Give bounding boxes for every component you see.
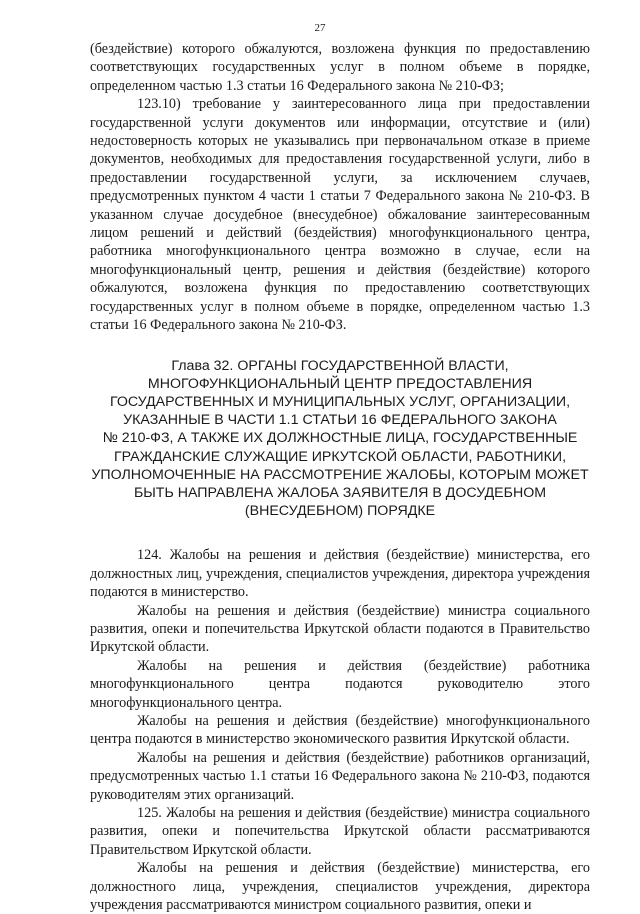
paragraph-item-123-10: 123.10) требование у заинтересованного лица при предоставлении государственной услуги документов или информации, отсутствие и (или) недостоверность которых не указывались при первоначальном отказе в приеме документов, необходимых для предоставления государственной услуги, либо в предоставлении государственной услуги, за исключением случаев, предусмотренных пунктом 4 части 1 статьи 7 Федерального закона № 210-ФЗ. В указанном случае досудебное (внесудебное) обжалование заинтересованным лицом решений и действий (бездействия) многофункционального центра, работника многофункционального центра возможно в случае, если на многофункциональный центр, решения и действия (бездействие) которого обжалуются, возложена функция по предоставлению соответствующих государственных услуг в полном объеме в порядке, определенном частью 1.3 статьи 16 Федерального закона № 210-ФЗ.: [90, 96, 590, 334]
paragraph: Жалобы на решения и действия (бездействие) министерства, его должностного лица, учреждения, специалистов учреждения, директора учреждения рассматриваются министром социального развития, опеки и: [90, 860, 590, 914]
heading-line: УКАЗАННЫЕ В ЧАСТИ 1.1 СТАТЬИ 16 ФЕДЕРАЛЬНОГО ЗАКОНА: [123, 412, 557, 429]
paragraph-continuation: (бездействие) которого обжалуются, возложена функция по предоставлению соответствующих государственных услуг в полном объеме в порядке, определенном частью 1.3 статьи 16 Федерального закона № 210-ФЗ;: [90, 41, 590, 94]
paragraph: Жалобы на решения и действия (бездействие) работника многофункционального центра подаются руководителю этого многофункционального центра.: [90, 657, 590, 711]
document-body: [90, 40, 590, 914]
heading-line: БЫТЬ НАПРАВЛЕНА ЖАЛОБА ЗАЯВИТЕЛЯ В ДОСУДЕБНОМ: [133, 484, 547, 501]
heading-line: УПОЛНОМОЧЕННЫЕ НА РАССМОТРЕНИЕ ЖАЛОБЫ, КОТОРЫМ МОЖЕТ: [91, 466, 589, 483]
heading-line: ГОСУДАРСТВЕННЫХ И МУНИЦИПАЛЬНЫХ УСЛУГ, ОРГАНИЗАЦИИ,: [109, 393, 571, 410]
heading-line: МНОГОФУНКЦИОНАЛЬНЫЙ ЦЕНТР ПРЕДОСТАВЛЕНИЯ: [147, 375, 533, 392]
paragraph-item-125: 125. Жалобы на решения и действия (бездействие) министра социального развития, опеки и попечительства Иркутской области рассматриваются Правительством Иркутской области.: [90, 805, 590, 858]
heading-line: (ВНЕСУДЕБНОМ) ПОРЯДКЕ: [244, 503, 436, 520]
paragraph-item-124: 124. Жалобы на решения и действия (бездействие) министерства, его должностных лиц, учреждения, специалистов учреждения, директора учреждения подаются в министерство.: [90, 547, 590, 601]
paragraph: Жалобы на решения и действия (бездействие) работников организаций, предусмотренных частью 1.1 статьи 16 Федерального закона № 210-ФЗ, подаются руководителям этих организаций.: [90, 749, 590, 803]
heading-line: Глава 32. ОРГАНЫ ГОСУДАРСТВЕННОЙ ВЛАСТИ,: [171, 357, 509, 374]
heading-line: ГРАЖДАНСКИЕ СЛУЖАЩИЕ ИРКУТСКОЙ ОБЛАСТИ, РАБОТНИКИ,: [113, 448, 567, 465]
chapter-heading: [90, 357, 590, 521]
heading-line: № 210-ФЗ, А ТАКЖЕ ИХ ДОЛЖНОСТНЫЕ ЛИЦА, ГОСУДАРСТВЕННЫЕ: [102, 430, 578, 447]
paragraph: Жалобы на решения и действия (бездействие) многофункционального центра подаются в министерство экономического развития Иркутской области.: [90, 712, 590, 748]
paragraph: Жалобы на решения и действия (бездействие) министра социального развития, опеки и попечительства Иркутской области подаются в Правительство Иркутской области.: [90, 602, 590, 656]
page-number: 27: [314, 22, 326, 34]
